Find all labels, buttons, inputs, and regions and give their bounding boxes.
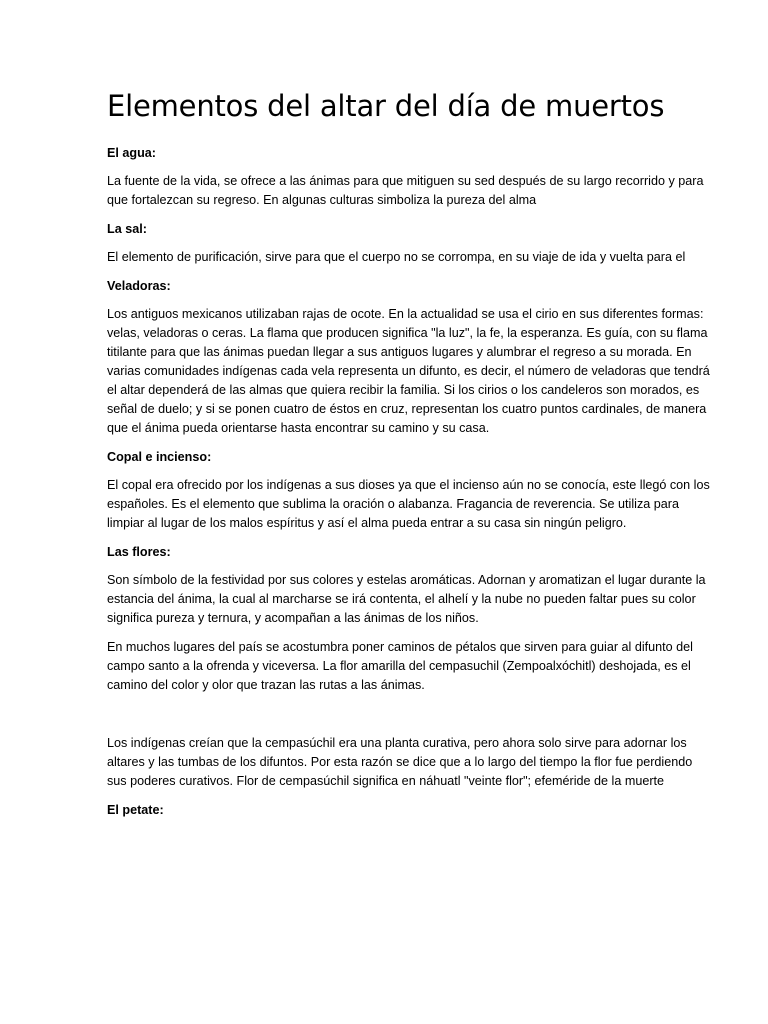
section-copal (107, 448, 710, 533)
section-heading: Las flores: (107, 545, 171, 559)
section-agua (107, 144, 710, 210)
section-paragraph: En muchos lugares del país se acostumbra poner caminos de pétalos que sirven para guiar al difunto del campo santo a la ofrenda y viceversa. La flor amarilla del cempasuchil (Zempoalxóchitl) deshojada, es el camino del color y olor que trazan las rutas a las ánimas. (107, 640, 693, 692)
section-paragraph: Los indígenas creían que la cempasúchil era una planta curativa, pero ahora solo sirve para adornar los altares y las tumbas de los difuntos. Por esta razón se dice que a lo largo del tiempo la flor fue perdiendo sus poderes curativos. Flor de cempasúchil significa en náhuatl "veinte flor"; efeméride de la muerte (107, 736, 693, 788)
blank-line (107, 705, 710, 734)
section-petate (107, 801, 710, 819)
section-heading: Veladoras: (107, 279, 171, 293)
section-paragraph: Los antiguos mexicanos utilizaban rajas de ocote. En la actualidad se usa el cirio en sus diferentes formas: velas, veladoras o ceras. La flama que producen significa "la luz", la fe, la esperanza. Es guía, con su flama titilante para que las ánimas puedan llegar a sus antiguos lugares y alumbrar el regreso a su morada. En varias comunidades indígenas cada vela representa un difunto, es decir, el número de veladoras que tendrá el altar dependerá de las almas que quiera recibir la familia. Si los cirios o los candeleros son morados, es señal de duelo; y si se ponen cuatro de éstos en cruz, representan los cuatro puntos cardinales, de manera que el ánima pueda orientarse hasta encontrar su camino y su casa. (107, 307, 710, 435)
section-heading: Copal e incienso: (107, 450, 212, 464)
section-paragraph: El elemento de purificación, sirve para que el cuerpo no se corrompa, en su viaje de ida y vuelta para el (107, 250, 686, 264)
section-heading: La sal: (107, 222, 147, 236)
document-title: Elementos del altar del día de muertos (107, 89, 665, 123)
section-paragraph: Son símbolo de la festividad por sus colores y estelas aromáticas. Adornan y aromatizan el lugar durante la estancia del ánima, la cual al marcharse se irá contenta, el alhelí y la nube no pueden faltar pues su color significa pureza y ternura, y acompañan a las ánimas de los niños. (107, 573, 706, 625)
section-flores (107, 543, 710, 791)
section-sal (107, 220, 710, 267)
section-veladoras (107, 277, 710, 438)
section-paragraph: La fuente de la vida, se ofrece a las ánimas para que mitiguen su sed después de su largo recorrido y para que fortalezcan su regreso. En algunas culturas simboliza la pureza del alma (107, 174, 704, 207)
section-heading: El petate: (107, 803, 164, 817)
section-paragraph: El copal era ofrecido por los indígenas a sus dioses ya que el incienso aún no se conocía, este llegó con los españoles. Es el elemento que sublima la oración o alabanza. Fragancia de reverencia. Se utiliza para limpiar al lugar de los malos espíritus y así el alma pueda entrar a su casa sin ningún peligro. (107, 478, 710, 530)
section-heading: El agua: (107, 146, 156, 160)
